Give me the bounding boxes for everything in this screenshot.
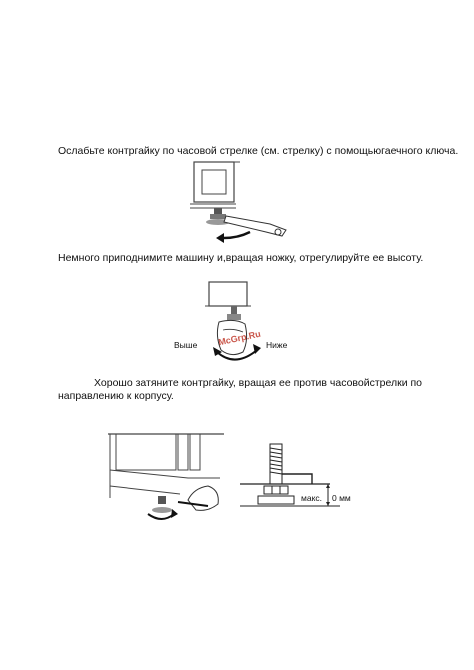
step2-instruction: Немного приподнимите машину и,вращая ножку, отрегулируйте ее высоту. [58,252,424,264]
value-label: 0 мм [332,493,351,503]
figure-tighten-locknut [108,430,228,530]
figure-adjust-foot [205,280,275,370]
step1-instruction: Ослабьте контргайку по часовой стрелке (см. стрелку) с помощьюгаечного ключа. [58,145,459,157]
step3-instruction-line2: направлению к корпусу. [58,390,174,402]
max-label: макс. [301,493,322,503]
watermark: McGrp.Ru [217,328,262,348]
figure-loosen-locknut [190,160,310,250]
label-lower: Ниже [266,340,288,350]
step3-instruction-line1: Хорошо затяните контргайку, вращая ее против часовойстрелки по [94,377,423,389]
label-higher: Выше [174,340,198,350]
figure-foot-height-diagram [240,440,350,520]
